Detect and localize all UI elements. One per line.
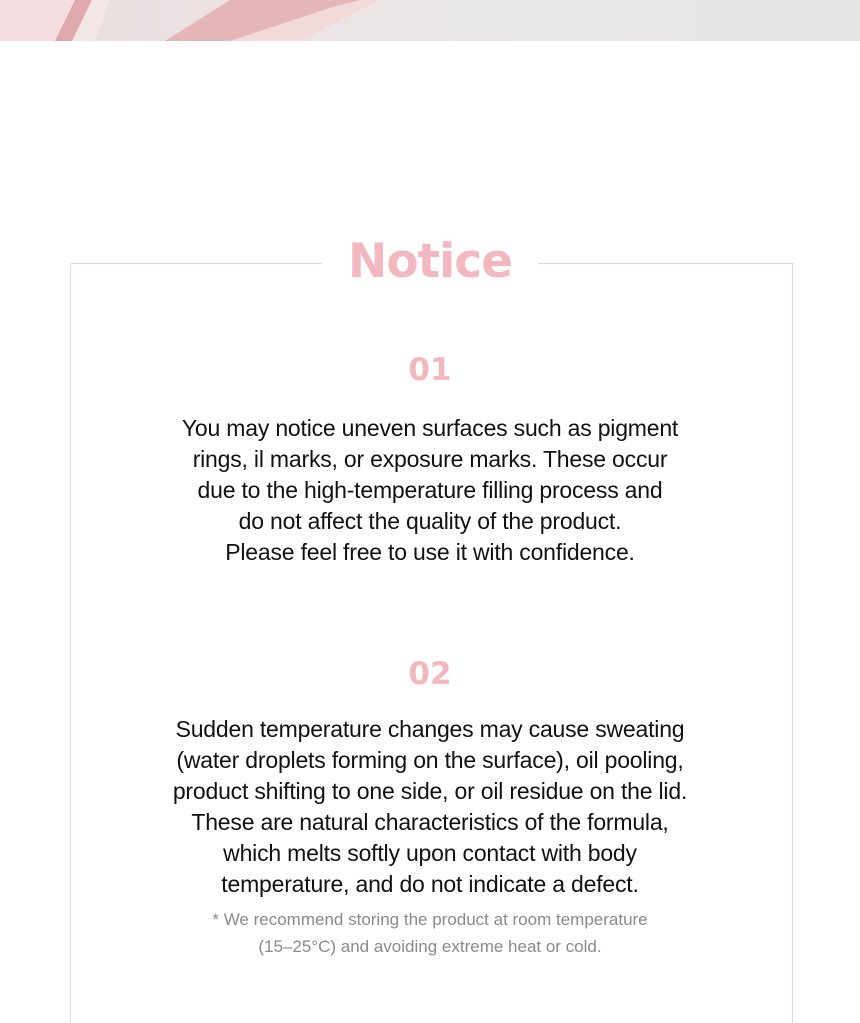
text-line: due to the high-temperature filling process and [197,477,663,503]
text-line: (water droplets forming on the surface), oil pooling, [176,747,684,773]
notice-item-number-1: 01 [408,352,452,388]
notice-item-text-2 [130,714,730,900]
text-line: product shifting to one side, or oil residue on the lid. [172,778,688,804]
text-line: Sudden temperature changes may cause sweating [175,716,685,742]
text-line: You may notice uneven surfaces such as pigment [181,415,679,441]
notice-item-text-1 [130,413,730,568]
storage-footnote [130,906,730,960]
footnote-line: (15–25°C) and avoiding extreme heat or cold. [258,937,602,956]
notice-item-number-2: 02 [408,656,452,692]
text-line: which melts softly upon contact with body [223,840,637,866]
footnote-line: * We recommend storing the product at room temperature [212,910,648,929]
text-line: rings, il marks, or exposure marks. These occur [192,446,668,472]
text-line: These are natural characteristics of the formula, [191,809,669,835]
text-line: do not affect the quality of the product. [238,508,622,534]
product-photo-image [0,0,860,41]
text-line: Please feel free to use it with confidence. [225,539,635,565]
notice-title: Notice [348,234,512,289]
text-line: temperature, and do not indicate a defect. [221,871,639,897]
product-photo-strip [0,0,860,41]
